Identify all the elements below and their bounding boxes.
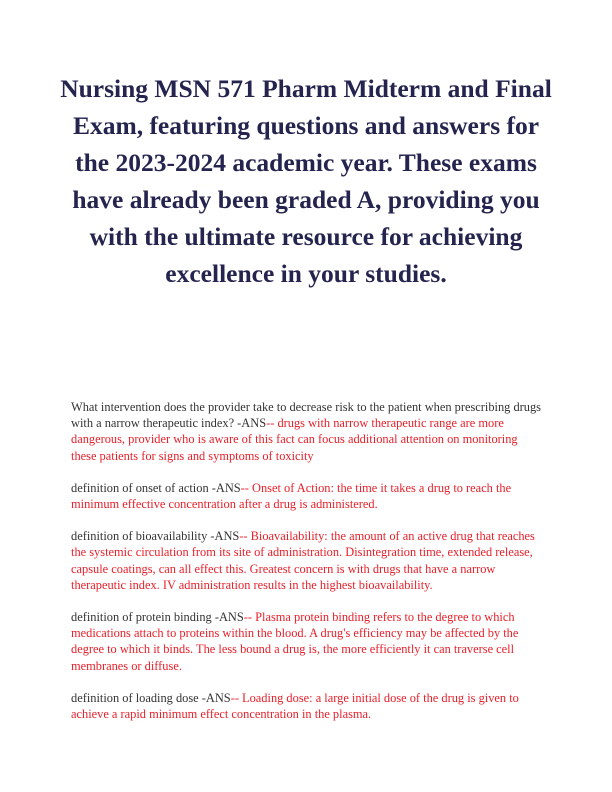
ans-dashes: -- [266, 416, 278, 431]
ans-dashes: -- [230, 690, 243, 705]
question-text: definition of loading dose [71, 690, 199, 705]
qa-item [71, 690, 543, 722]
document-title: Nursing MSN 571 Pharm Midterm and Final Exam, featuring questions and answers for the 2023-2024 academic year. These exams have already been graded A, providing you with the ultimate resource for achieving excellence in your studies. [60, 74, 552, 288]
answer-text: Loading dose: a large initial dose of the drug is given to achieve a rapid minimum effect concentration in the plasma. [71, 690, 519, 722]
ans-separator: -ANS [198, 690, 231, 705]
question-text: definition of protein binding [71, 610, 212, 625]
ans-dashes: -- [243, 610, 256, 625]
qa-item [71, 609, 543, 674]
answer-text: Plasma protein binding refers to the degree to which medications attach to proteins within the blood. A drug's efficiency may be affected by the degree to which it binds. The less bound a drug is, the more efficiently it can traverse cell membranes or diffuse. [71, 610, 519, 673]
ans-dashes: -- [239, 529, 251, 544]
question-text: What intervention does the provider take to decrease risk to the patient when prescribing drugs with a narrow therapeutic index? [71, 400, 542, 431]
ans-separator: -ANS [208, 480, 241, 495]
answer-text: Onset of Action: the time it takes a drug to reach the minimum effective concentration after a drug is administered. [71, 480, 512, 512]
ans-separator: -ANS [207, 529, 240, 544]
answer-text: drugs with narrow therapeutic range are more dangerous, provider who is aware of this fact can focus additional attention on monitoring these patients for signs and symptoms of toxicity [71, 416, 518, 463]
ans-separator: -ANS [234, 416, 267, 431]
qa-list [71, 399, 543, 738]
answer-text: Bioavailability: the amount of an active drug that reaches the systemic circulation from its site of administration. Disintegration time, extended release, capsule coatings, can all effect this. Greatest concern is with drugs that have a narrow therapeutic index. IV administration results in the highest bioavailability. [71, 529, 535, 592]
question-text: definition of bioavailability [71, 529, 208, 544]
ans-dashes: -- [240, 480, 253, 495]
qa-item [71, 480, 543, 512]
qa-item [71, 399, 543, 464]
qa-item [71, 528, 543, 593]
question-text: definition of onset of action [71, 480, 209, 495]
ans-separator: -ANS [211, 610, 244, 625]
